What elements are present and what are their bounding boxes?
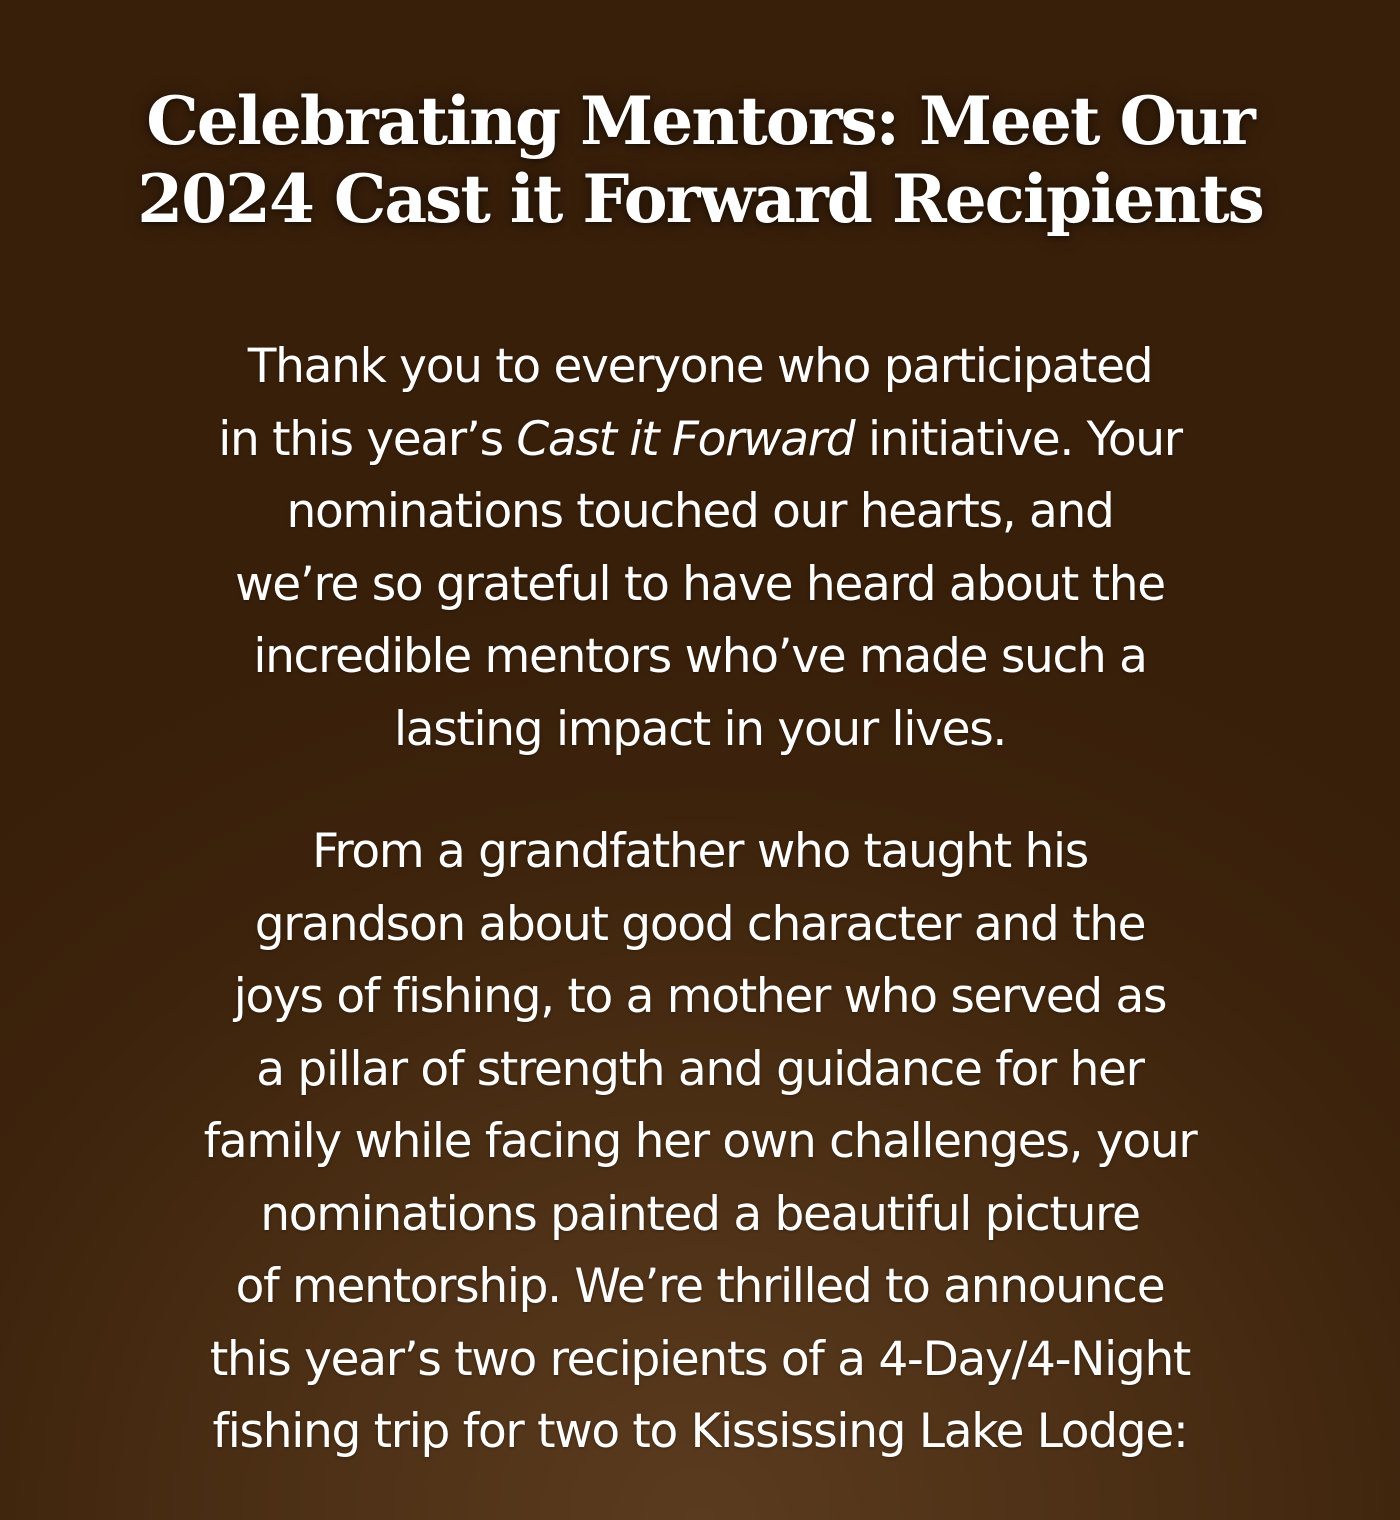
- intro-line-3: nominations touched our hearts, and: [286, 484, 1114, 539]
- announcement-line-4: a pillar of strength and guidance for her: [256, 1041, 1144, 1097]
- title-line-1: Celebrating Mentors: Meet Our: [146, 82, 1254, 160]
- initiative-name: Cast it Forward: [516, 411, 855, 467]
- announcement-line-1: From a grandfather who taught his: [312, 824, 1088, 879]
- announcement-line-9: fishing trip for two to Kississing Lake Lodge:: [212, 1404, 1188, 1459]
- intro-line-5: incredible mentors who’ve made such a: [253, 629, 1147, 684]
- intro-line-2-start: in this year’s: [218, 411, 517, 467]
- intro-line-1: Thank you to everyone who participated: [247, 339, 1153, 394]
- intro-line-2: [0, 404, 1400, 477]
- announcement-paragraph: [0, 816, 1400, 1469]
- announcement-line-7: of mentorship. We’re thrilled to announce: [235, 1259, 1165, 1314]
- title-line-2: 2024 Cast it Forward Recipients: [137, 160, 1263, 238]
- intro-line-6: lasting impact in your lives.: [393, 701, 1007, 757]
- announcement-line-2: grandson about good character and the: [254, 896, 1146, 952]
- intro-line-2-end: initiative. Your: [854, 411, 1182, 467]
- intro-line-4: we’re so grateful to have heard about the: [235, 556, 1165, 612]
- announcement-line-8: this year’s two recipients of a 4-Day/4-Night: [209, 1331, 1191, 1387]
- announcement-line-3: joys of fishing, to a mother who served as: [233, 969, 1167, 1024]
- page-title: [0, 82, 1400, 238]
- announcement-line-6: nominations painted a beautiful picture: [260, 1186, 1140, 1242]
- announcement-line-5: family while facing her own challenges, your: [203, 1114, 1197, 1169]
- intro-paragraph: [0, 331, 1400, 766]
